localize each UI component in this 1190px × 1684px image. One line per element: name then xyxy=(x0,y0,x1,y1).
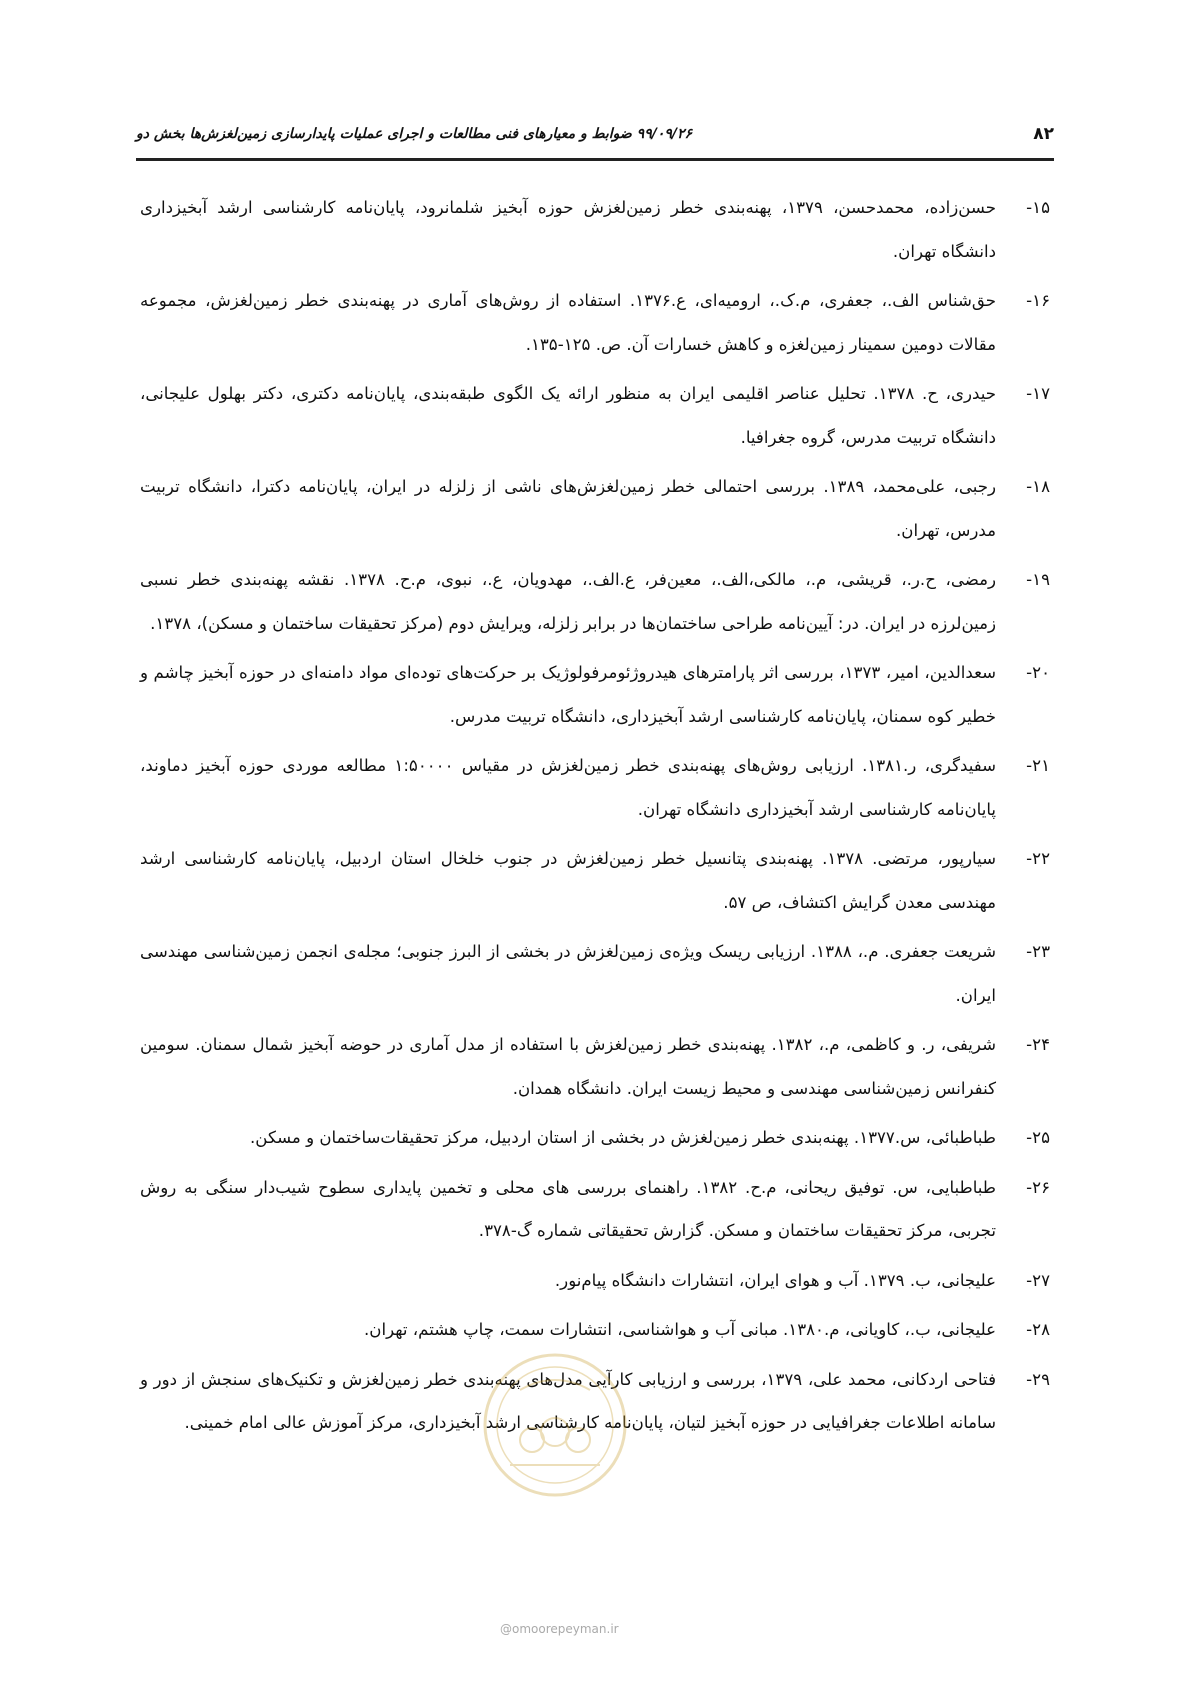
reference-number: ۱۸- xyxy=(1026,477,1050,496)
reference-number: ۱۵- xyxy=(1026,198,1050,217)
reference-number: ۱۶- xyxy=(1026,291,1050,310)
reference-item xyxy=(140,465,1054,552)
reference-text: شریفی، ر. و کاظمی، م.، ۱۳۸۲. پهنه‌بندی خطر زمین‌لغزش با استفاده از مدل آماری در حوضه آبخیز شمال سمنان. سومین کنفرانس زمین‌شناسی مهندسی و محیط زیست ایران. دانشگاه همدان. xyxy=(140,1035,996,1098)
reference-number: ۲۳- xyxy=(1026,942,1050,961)
reference-number: ۱۹- xyxy=(1026,570,1050,589)
reference-item xyxy=(140,372,1054,459)
page-header xyxy=(136,118,1054,161)
reference-text: طباطبایی، س. توفیق ریحانی، م.ح. ۱۳۸۲. راهنمای بررسی های محلی و تخمین پایداری سطوح شیب‌دار سنگی به روش تجربی، مرکز تحقیقات ساختمان و مسکن. گزارش تحقیقاتی شماره گ-۳۷۸. xyxy=(140,1177,996,1240)
reference-number: ۱۷- xyxy=(1026,384,1050,403)
reference-number: ۲۶- xyxy=(1026,1177,1050,1197)
reference-item xyxy=(140,1166,1054,1253)
reference-text: رجبی، علی‌محمد، ۱۳۸۹. بررسی احتمالی خطر زمین‌لغزش‌های ناشی از زلزله در ایران، پایان‌نامه دکترا، دانشگاه تربیت مدرس، تهران. xyxy=(140,477,996,540)
reference-item xyxy=(140,186,1054,273)
reference-text: شریعت جعفری. م.، ۱۳۸۸. ارزیابی ریسک ویژه‌ی زمین‌لغزش در بخشی از البرز جنوبی؛ مجله‌ی انجمن زمین‌شناسی مهندسی ایران. xyxy=(140,942,996,1005)
reference-item xyxy=(140,279,1054,366)
reference-number: ۲۴- xyxy=(1026,1035,1050,1054)
reference-text: رمضی، ح.ر.، قریشی، م.، مالکی،الف.، معین‌فر، ع.الف.، مهدویان، ع.، نبوی، م.ح. ۱۳۷۸. نقشه پهنه‌بندی خطر نسبی زمین‌لرزه در ایران. در: آیین‌نامه طراحی ساختمان‌ها در برابر زلزله، ویرایش دوم (مرکز تحقیقات ساختمان و مسکن)، ۱۳۷۸. xyxy=(140,570,997,633)
reference-number: ۲۲- xyxy=(1026,849,1050,868)
header-title: ۹۹/۰۹/۲۶ ضوابط و معیارهای فنی مطالعات و اجرای عملیات پایدارسازی زمین‌لغزش‌ها بخش دو xyxy=(136,126,693,142)
reference-number: ۲۰- xyxy=(1026,663,1050,682)
reference-list xyxy=(140,186,1054,1451)
page-number: ۸۲ xyxy=(1033,124,1054,144)
reference-number: ۲۵- xyxy=(1026,1128,1050,1147)
reference-text: سیارپور، مرتضی. ۱۳۷۸. پهنه‌بندی پتانسیل خطر زمین‌لغزش در جنوب خلخال استان اردبیل، پایان‌نامه کارشناسی ارشد مهندسی معدن گرایش اکتشاف، ص ۵۷. xyxy=(140,849,996,912)
reference-text: سعدالدین، امیر، ۱۳۷۳، بررسی اثر پارامترهای هیدروژئومرفولوژیک بر حرکت‌های توده‌ای مواد دامنه‌ای در حوزه آبخیز چاشم و خطیر کوه سمنان، پایان‌نامه کارشناسی ارشد آبخیزداری، دانشگاه تربیت مدرس. xyxy=(140,663,997,726)
reference-text: حسن‌زاده، محمدحسن، ۱۳۷۹، پهنه‌بندی خطر زمین‌لغزش حوزه آبخیز شلمانرود، پایان‌نامه کارشناسی ارشد آبخیزداری دانشگاه تهران. xyxy=(140,198,996,261)
reference-item xyxy=(140,1116,1054,1160)
reference-item xyxy=(140,744,1054,831)
reference-number: ۲۱- xyxy=(1026,756,1050,775)
reference-text: علیجانی، ب. ۱۳۷۹. آب و هوای ایران، انتشارات دانشگاه پیام‌نور. xyxy=(554,1270,996,1290)
reference-item xyxy=(140,558,1054,645)
reference-text: طباطبائی، س.۱۳۷۷. پهنه‌بندی خطر زمین‌لغزش در بخشی از استان اردبیل، مرکز تحقیقات‌ساختمان و مسکن. xyxy=(250,1128,996,1147)
reference-number: ۲۹- xyxy=(1026,1369,1050,1389)
reference-item xyxy=(140,837,1054,924)
reference-item xyxy=(140,1259,1054,1303)
reference-item xyxy=(140,1308,1054,1352)
reference-item xyxy=(140,651,1054,738)
watermark-url: @omoorepeyman.ir xyxy=(500,1622,619,1636)
reference-number: ۲۷- xyxy=(1026,1270,1050,1290)
reference-text: سفیدگری، ر.۱۳۸۱. ارزیابی روش‌های پهنه‌بندی خطر زمین‌لغزش در مقیاس ۱:۵۰۰۰۰ مطالعه موردی حوزه آبخیز دماوند، پایان‌نامه کارشناسی ارشد آبخیزداری دانشگاه تهران. xyxy=(140,756,996,819)
reference-text: حیدری، ح. ۱۳۷۸. تحلیل عناصر اقلیمی ایران به منظور ارائه یک الگوی طبقه‌بندی، پایان‌نامه دکتری، دکتر بهلول علیجانی، دانشگاه تربیت مدرس، گروه جغرافیا. xyxy=(140,384,996,447)
reference-item xyxy=(140,1023,1054,1110)
reference-item xyxy=(140,930,1054,1017)
reference-text: فتاحی اردکانی، محمد علی، ۱۳۷۹، بررسی و ارزیابی کارآیی مدل‌های پهنه‌بندی خطر زمین‌لغزش و تکنیک‌های سنجش از دور و سامانه اطلاعات جغرافیایی در حوزه آبخیز لتیان، پایان‌نامه کارشناسی ارشد آبخیزداری، مرکز آموزش عالی امام خمینی. xyxy=(140,1369,996,1432)
reference-text: علیجانی، ب.، کاویانی، م.۱۳۸۰. مبانی آب و هواشناسی، انتشارات سمت، چاپ هشتم، تهران. xyxy=(364,1320,996,1339)
reference-number: ۲۸- xyxy=(1026,1320,1050,1339)
watermark-logo xyxy=(480,1350,630,1500)
reference-text: حق‌شناس الف.، جعفری، م.ک.، ارومیه‌ای، ع.۱۳۷۶. استفاده از روش‌های آماری در پهنه‌بندی خطر زمین‌لغزش، مجموعه مقالات دومین سمینار زمین‌لغزه و کاهش خسارات آن. ص. ۱۲۵-۱۳۵. xyxy=(140,291,996,354)
